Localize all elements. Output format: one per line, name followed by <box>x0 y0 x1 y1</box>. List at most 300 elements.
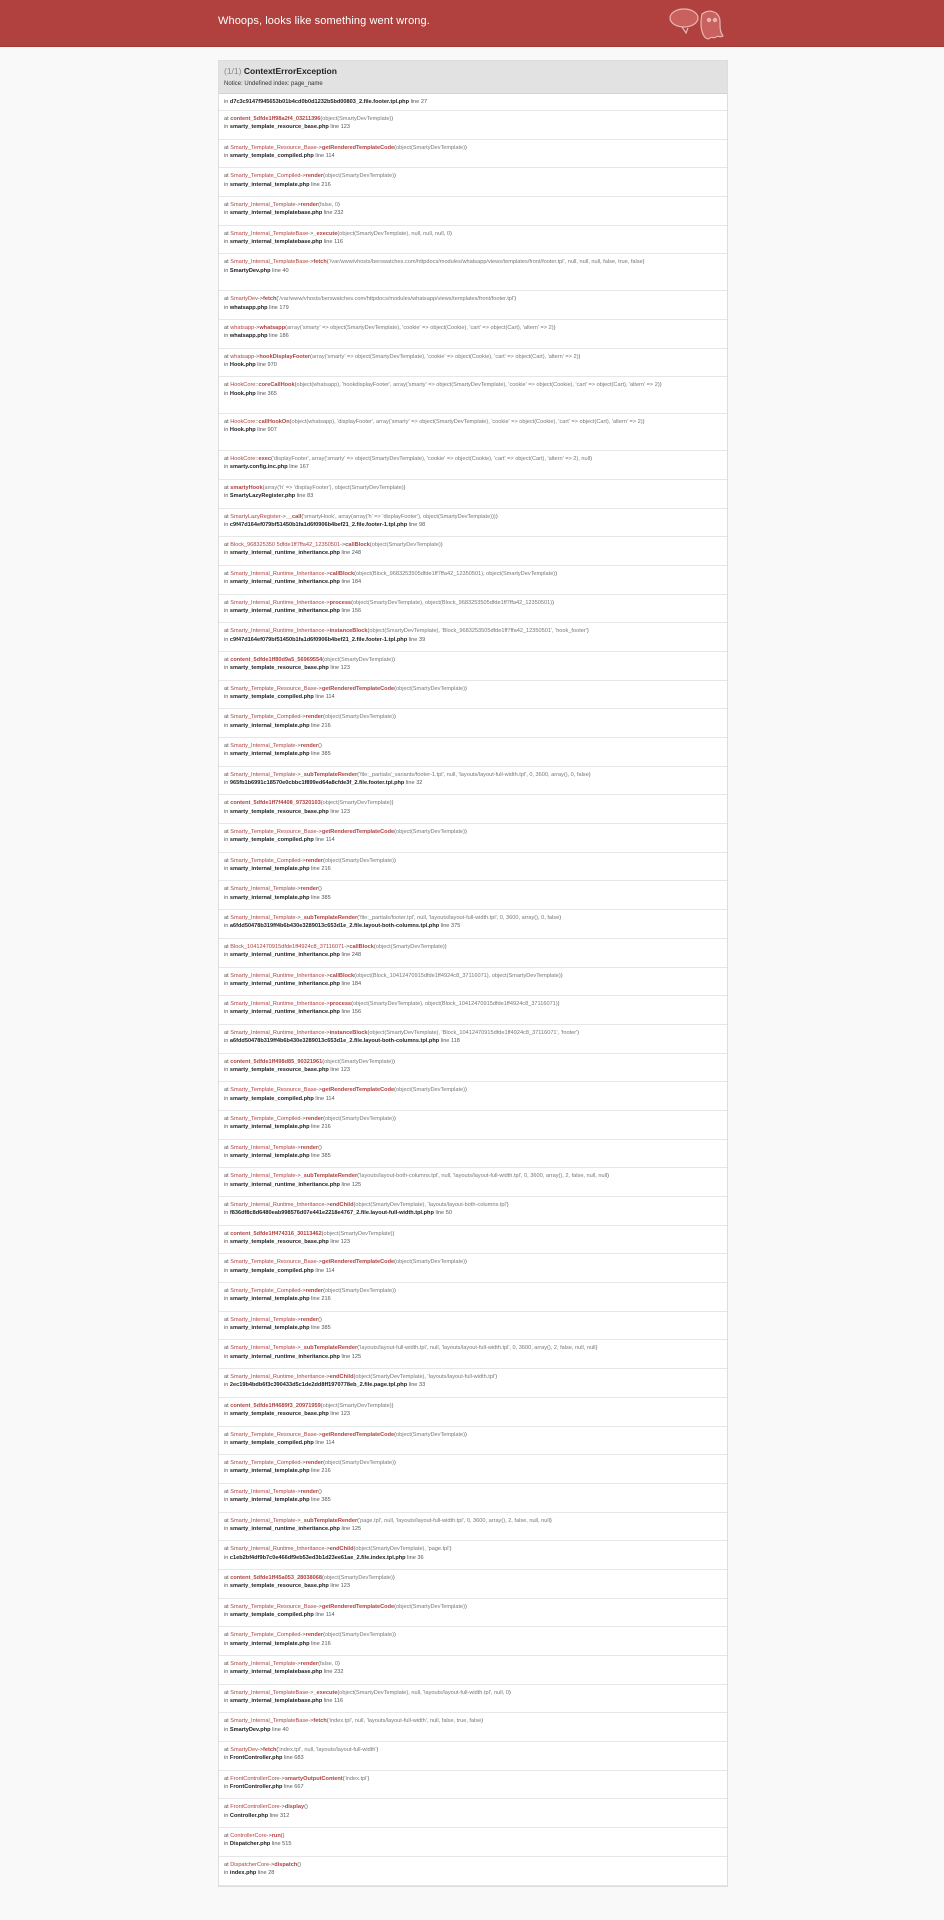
stack-frame[interactable] <box>219 652 727 681</box>
in-label: in <box>224 1784 230 1790</box>
frame-file: smarty_internal_runtime_inheritance.php <box>229 550 340 557</box>
in-label: in <box>224 181 230 188</box>
in-label: in <box>224 1124 230 1131</box>
open-paren: ( <box>337 1689 340 1696</box>
open-paren: ( <box>357 1517 360 1524</box>
stack-frame[interactable] <box>219 1312 727 1341</box>
stack-frame[interactable] <box>219 1369 727 1398</box>
in-label: in <box>224 1009 230 1016</box>
frame-line-number: 248 <box>351 952 362 959</box>
frame-operator: -> <box>300 1288 306 1295</box>
frame-file: smarty_internal_template.php <box>229 181 310 188</box>
frame-args: 'layouts/layout-both-columns.tpl', null, 'layouts/layout-full-width.tpl', 0, 3600, array(), 2, false, null, null <box>359 1173 608 1180</box>
line-label: line <box>270 1841 283 1848</box>
at-label: at <box>224 800 231 807</box>
open-paren: ( <box>323 1632 325 1639</box>
frame-class: Smarty_Internal_Template <box>230 202 296 209</box>
stack-frame[interactable] <box>219 1025 727 1054</box>
frame-location <box>224 951 722 959</box>
frame-location <box>224 267 722 275</box>
at-label: at <box>224 1488 231 1495</box>
open-paren: ( <box>318 743 320 750</box>
frame-class: Smarty_Internal_Runtime_Inheritance <box>230 1374 325 1381</box>
in-label: in <box>224 866 230 872</box>
open-paren: ( <box>367 1029 370 1036</box>
line-label: line <box>339 579 352 586</box>
stack-frame[interactable] <box>219 1111 727 1140</box>
frame-operator: -> <box>295 1517 301 1524</box>
frame-function: _execute <box>313 230 338 237</box>
frame-call <box>224 354 580 360</box>
frame-line-number: 907 <box>267 427 277 434</box>
stack-frame[interactable] <box>219 910 727 939</box>
stack-frame[interactable] <box>219 996 727 1025</box>
stack-frame[interactable] <box>219 1570 727 1599</box>
frame-class: Smarty_Internal_Template <box>230 886 296 893</box>
at-label: at <box>224 173 231 180</box>
close-paren: ) <box>338 1661 340 1668</box>
stack-frame[interactable] <box>219 1283 727 1312</box>
line-label: line <box>313 693 326 700</box>
frame-function: endChild <box>329 1374 354 1381</box>
at-label: at <box>224 857 231 864</box>
close-paren: ) <box>376 1747 379 1754</box>
stack-frame[interactable] <box>219 1054 727 1083</box>
stack-frame[interactable] <box>219 1771 727 1800</box>
frame-line-number: 232 <box>334 210 344 217</box>
frame-class: Smarty_Template_Compiled <box>230 173 301 180</box>
frame-call <box>224 382 662 388</box>
at-label: at <box>224 1202 231 1209</box>
stack-frame[interactable] <box>219 168 727 197</box>
frame-args: false, 0 <box>319 1661 339 1668</box>
stack-frame[interactable] <box>219 1484 727 1513</box>
line-label: line <box>328 1411 341 1418</box>
frame-call <box>224 1546 451 1552</box>
frame-operator: -> <box>254 353 260 360</box>
exception-count: (1/1) <box>224 66 242 76</box>
line-label: line <box>439 923 451 930</box>
stack-frame[interactable] <box>219 254 727 291</box>
frame-args: 'displayFooter', array('smarty' => object(SmartyDevTemplate), 'cookie' => object(Cookie), 'cart' => object(Cart), 'altern' => 2), null <box>272 456 591 463</box>
frame-location <box>224 1238 722 1246</box>
close-paren: ) <box>506 1202 509 1209</box>
frame-location <box>224 1783 722 1791</box>
frame-call <box>224 743 322 749</box>
open-paren: ( <box>318 886 320 893</box>
close-paren: ) <box>393 173 396 180</box>
frame-location <box>224 750 722 758</box>
frame-file: Hook.php <box>229 427 256 434</box>
frame-class: DispatcherCore <box>230 1861 270 1868</box>
frame-args: object(SmartyDevTemplate) <box>324 1115 394 1122</box>
in-label: in <box>224 1095 230 1102</box>
close-paren: ) <box>393 714 396 721</box>
frame-location <box>224 1525 722 1533</box>
open-paren: ( <box>320 116 323 122</box>
frame-location <box>224 1697 722 1705</box>
frame-call <box>224 1345 597 1351</box>
stack-frame[interactable] <box>219 111 727 140</box>
frame-line-number: 123 <box>340 1066 350 1073</box>
at-label: at <box>224 972 231 979</box>
stack-frame[interactable] <box>219 1340 727 1369</box>
open-paren: ( <box>280 1833 283 1840</box>
frame-operator: -> <box>279 1804 285 1811</box>
in-label: in <box>224 808 230 815</box>
frame-function: _execute <box>313 1689 338 1696</box>
frame-file: smarty_template_resource_base.php <box>229 808 329 815</box>
close-paren: ) <box>403 484 406 491</box>
at-label: at <box>224 1718 231 1725</box>
in-label: in <box>224 238 230 245</box>
stack-frame[interactable] <box>219 1168 727 1197</box>
close-paren: ) <box>514 296 517 303</box>
frame-function: instanceBlock <box>329 628 368 635</box>
frame-call <box>224 628 589 634</box>
open-paren: ( <box>304 1804 306 1811</box>
stack-frame[interactable] <box>219 1197 727 1226</box>
stack-frame[interactable] <box>219 537 727 566</box>
stack-frame[interactable] <box>219 197 727 226</box>
frame-file: smarty_template_compiled.php <box>229 837 314 844</box>
close-paren: ) <box>642 419 645 426</box>
in-label: in <box>224 1238 230 1245</box>
frame-class: Smarty_Internal_Runtime_Inheritance <box>230 1546 325 1553</box>
close-paren: ) <box>282 1833 285 1840</box>
stack-frame[interactable] <box>219 349 727 378</box>
frame-line-number: 114 <box>325 1439 335 1446</box>
frame-location <box>224 636 722 644</box>
frame-file: Controller.php <box>229 1812 269 1819</box>
frame-call <box>224 829 467 835</box>
stack-frame[interactable] <box>219 1857 727 1886</box>
frame-call <box>224 1173 609 1179</box>
frame-operator: -> <box>324 628 330 635</box>
frame-file: smarty_internal_templatebase.php <box>229 238 323 245</box>
frame-line-number: 385 <box>321 894 331 901</box>
line-label: line <box>313 1095 326 1102</box>
stack-frame[interactable] <box>219 1742 727 1771</box>
frame-class: Smarty_Template_Compiled <box>230 1115 301 1122</box>
frame-file: smarty_internal_templatebase.php <box>229 1669 323 1676</box>
frame-line-number: 216 <box>321 1640 331 1647</box>
open-paren: ( <box>353 1374 356 1381</box>
frame-operator: -> <box>257 296 264 303</box>
frame-line-number: 123 <box>340 1238 350 1245</box>
open-paren: ( <box>354 570 357 577</box>
stack-frame[interactable] <box>219 1082 727 1111</box>
line-label: line <box>328 1066 341 1073</box>
close-paren: ) <box>555 570 558 577</box>
frame-class: Smarty_Internal_Runtime_Inheritance <box>230 1001 325 1008</box>
frame-args: object(SmartyDevTemplate) <box>324 656 394 663</box>
stack-frame[interactable] <box>219 1254 727 1283</box>
stack-frame[interactable] <box>219 1427 727 1456</box>
line-label: line <box>339 1181 352 1188</box>
in-label: in <box>224 361 230 368</box>
frame-function: getRenderedTemplateCode <box>321 829 395 836</box>
trace-line-number: 27 <box>420 99 428 105</box>
frame-operator: -> <box>295 771 301 778</box>
frame-args: object(SmartyDevTemplate) <box>324 857 394 864</box>
open-paren: ( <box>394 1087 397 1094</box>
frame-function: endChild <box>329 1546 354 1553</box>
frame-class: Smarty_Internal_Template <box>230 1144 296 1151</box>
frame-line-number: 125 <box>351 1353 362 1360</box>
at-label: at <box>224 1804 231 1811</box>
frame-location <box>224 1008 722 1016</box>
frame-class: SmartyDev <box>230 1747 258 1754</box>
frame-class: Smarty_Template_Compiled <box>230 714 301 721</box>
in-label: in <box>224 210 230 217</box>
frame-call <box>224 325 555 331</box>
frame-operator: -> <box>316 829 322 836</box>
frame-line-number: 385 <box>321 751 331 758</box>
frame-function: getRenderedTemplateCode <box>321 144 395 151</box>
frame-file: smarty_template_compiled.php <box>229 152 314 159</box>
frame-class: Smarty_Template_Resource_Base <box>230 1087 317 1094</box>
line-label: line <box>309 181 322 188</box>
open-paren: ( <box>323 1288 325 1295</box>
stack-frame[interactable] <box>219 853 727 882</box>
stack-frame[interactable] <box>219 1398 727 1427</box>
in-label: in <box>224 333 230 340</box>
frame-line-number: 83 <box>307 493 314 500</box>
frame-args: object(SmartyDevTemplate) <box>396 1087 466 1094</box>
in-label: in <box>224 1611 230 1618</box>
frame-location <box>224 1582 722 1590</box>
frame-operator: -> <box>324 1374 330 1381</box>
stack-frame[interactable] <box>219 1685 727 1714</box>
stack-frame[interactable] <box>219 320 727 349</box>
stack-frame[interactable] <box>219 414 727 451</box>
frame-call <box>224 886 322 892</box>
stack-frame[interactable] <box>219 738 727 767</box>
open-paren: ( <box>394 829 397 836</box>
line-label: line <box>407 636 419 643</box>
frame-function: coreCallHook <box>258 382 295 389</box>
frame-line-number: 184 <box>351 579 362 586</box>
close-paren: ) <box>559 915 562 922</box>
line-label: line <box>313 1611 326 1618</box>
open-paren: ( <box>373 943 376 950</box>
frame-function: render <box>300 1488 319 1495</box>
open-paren: ( <box>342 1775 345 1782</box>
frame-file: smarty_template_compiled.php <box>229 1439 314 1446</box>
close-paren: ) <box>481 1718 484 1725</box>
at-label: at <box>224 714 231 721</box>
frame-location <box>224 1726 722 1734</box>
frame-args: object(SmartyDevTemplate), 'page.tpl' <box>355 1546 450 1553</box>
open-paren: ( <box>326 259 329 266</box>
stack-frame[interactable] <box>219 824 727 853</box>
frame-line-number: 667 <box>294 1784 304 1790</box>
frame-file: smarty_internal_runtime_inheritance.php <box>229 1181 340 1188</box>
stack-frame[interactable] <box>219 140 727 169</box>
frame-operator: -> <box>254 325 260 332</box>
stack-frame[interactable] <box>219 709 727 738</box>
line-label: line <box>313 1267 326 1274</box>
stack-frame[interactable] <box>219 1140 727 1169</box>
in-label: in <box>224 1841 230 1848</box>
close-paren: ) <box>553 325 556 332</box>
frame-function: hookDisplayFooter <box>259 353 310 360</box>
stack-frame[interactable] <box>219 881 727 910</box>
line-label: line <box>282 1755 295 1762</box>
frame-call <box>224 1059 395 1065</box>
open-paren: ( <box>318 202 320 209</box>
close-paren: ) <box>393 1632 396 1639</box>
frame-operator: :: <box>255 456 259 463</box>
stack-frame[interactable] <box>219 1627 727 1656</box>
frame-operator: -> <box>316 1259 322 1266</box>
line-label: line <box>309 722 322 729</box>
frame-call <box>224 1288 396 1294</box>
frame-location <box>224 1209 722 1217</box>
at-label: at <box>224 1689 231 1696</box>
stack-frame[interactable] <box>219 480 727 509</box>
frame-function: __call <box>285 513 302 520</box>
frame-file: FrontController.php <box>229 1784 283 1790</box>
at-label: at <box>224 943 231 950</box>
frame-file: smarty_internal_runtime_inheritance.php <box>229 1353 340 1360</box>
stack-frame[interactable] <box>219 226 727 255</box>
frame-line-number: 33 <box>418 1382 426 1389</box>
stack-frame[interactable] <box>219 1656 727 1685</box>
frame-operator: -> <box>295 1173 301 1180</box>
frame-file: smarty_template_resource_base.php <box>229 1411 329 1418</box>
frame-location <box>224 865 722 873</box>
in-label: in <box>224 427 230 434</box>
line-label: line <box>405 1554 418 1561</box>
in-label: in <box>224 952 230 959</box>
stack-frame[interactable] <box>219 566 727 595</box>
frame-file: SmartyDev.php <box>229 1726 271 1733</box>
frame-function: render <box>300 202 319 209</box>
frame-args: object(SmartyDevTemplate) <box>323 1574 393 1581</box>
frame-operator: -> <box>316 1087 322 1094</box>
frame-operator: -> <box>279 1775 285 1782</box>
frame-call <box>224 686 467 692</box>
frame-location <box>224 1754 722 1762</box>
at-label: at <box>224 1058 231 1065</box>
at-label: at <box>224 1833 231 1840</box>
stack-frame[interactable] <box>219 767 727 796</box>
frame-class: whatsapp <box>230 353 255 360</box>
frame-args: 'page.tpl', null, 'layouts/layout-full-width.tpl', 0, 3600, array(), 2, false, null, null <box>359 1517 550 1524</box>
frame-operator: -> <box>295 915 301 922</box>
stack-frame[interactable] <box>219 795 727 824</box>
frame-file: smarty_template_resource_base.php <box>229 1066 329 1073</box>
stack-frame[interactable] <box>219 1541 727 1570</box>
close-paren: ) <box>495 1374 498 1381</box>
stack-frame[interactable] <box>219 968 727 997</box>
frame-call <box>224 542 443 548</box>
close-paren: ) <box>560 972 563 979</box>
stack-frame[interactable] <box>219 939 727 968</box>
frame-function: whatsapp <box>259 325 286 332</box>
in-label: in <box>224 493 230 500</box>
trace-file: d7c3c9147f945653b01b4cd0b0d1232b5bd00803_2.file.footer.tpl.php <box>229 99 410 105</box>
frame-line-number: 167 <box>299 464 309 471</box>
frame-call <box>224 1489 322 1495</box>
frame-line-number: 156 <box>351 1009 362 1016</box>
frame-args: 'layouts/layout-full-width.tpl', null, 'layouts/layout-full-width.tpl', 0, 3600, array(), 2, false, null, null <box>359 1345 596 1352</box>
stack-frame[interactable] <box>219 377 727 414</box>
frame-line-number: 216 <box>321 181 331 188</box>
stack-frame[interactable] <box>219 1226 727 1255</box>
frame-location <box>224 209 722 217</box>
close-paren: ) <box>659 382 662 389</box>
frame-call <box>224 800 393 806</box>
frame-class: Smarty_Internal_Runtime_Inheritance <box>230 599 325 606</box>
frame-args: 'index.tpl', null, 'layouts/layout-full-width', null, false, true, false <box>328 1718 482 1725</box>
frame-function: smartyOutputContent <box>284 1775 343 1782</box>
frame-location <box>224 1496 722 1504</box>
frame-function: callBlock <box>329 972 355 979</box>
stack-frame[interactable] <box>219 1455 727 1484</box>
stack-frame[interactable] <box>219 291 727 320</box>
exception-title <box>224 61 722 77</box>
frame-args: object(Block_9683253505dfde1ff7ffa42_12350501), object(SmartyDevTemplate) <box>356 570 556 577</box>
frame-line-number: 216 <box>321 722 331 729</box>
frame-operator: -> <box>316 1431 322 1438</box>
open-paren: ( <box>262 484 265 491</box>
in-label: in <box>224 1812 230 1819</box>
in-label: in <box>224 1353 230 1360</box>
frame-file: smarty_template_compiled.php <box>229 1611 314 1618</box>
frame-class: Block_968325350 5dfde1ff7ffa42_12350501 <box>230 542 341 549</box>
stack-frame[interactable] <box>219 1799 727 1828</box>
stack-frame[interactable] <box>219 1513 727 1542</box>
at-label: at <box>224 1259 231 1266</box>
frame-file: smarty_internal_template.php <box>229 1640 310 1647</box>
frame-file: FrontController.php <box>229 1755 283 1762</box>
frame-class: Smarty_Internal_Template <box>230 1345 296 1352</box>
at-label: at <box>224 1374 231 1381</box>
frame-call <box>224 1632 396 1638</box>
frame-file: f836df8c8d6480eab998576d07e441e2218e4767_2.file.layout-full-width.tpl.php <box>229 1210 434 1217</box>
frame-file: smarty_internal_template.php <box>229 866 310 872</box>
stack-frame[interactable] <box>219 1713 727 1742</box>
frame-args: array('h' => 'displayFooter'), object(SmartyDevTemplate) <box>264 484 404 491</box>
open-paren: ( <box>321 1574 324 1581</box>
frame-operator: -> <box>308 1689 314 1696</box>
close-paren: ) <box>393 656 396 663</box>
line-label: line <box>282 1784 295 1790</box>
frame-file: c9f47d164ef079bf51450b1fa1d6f0906b4bef21_2.file.footer-1.tpl.php <box>229 521 408 528</box>
frame-file: 965fb1b6991c18570e0cbbc1f899ed64a8cfde3f_2.file.footer.tpl.php <box>229 779 405 786</box>
frame-location <box>224 980 722 988</box>
frame-call <box>224 514 498 520</box>
stack-frame[interactable] <box>219 623 727 652</box>
stack-frame[interactable] <box>219 1599 727 1628</box>
close-paren: ) <box>319 743 322 750</box>
frame-line-number: 116 <box>334 238 344 245</box>
close-paren: ) <box>444 943 447 950</box>
stack-frame[interactable] <box>219 1828 727 1857</box>
frame-function: getRenderedTemplateCode <box>321 685 395 692</box>
frame-args: 'index.tpl', null, 'layouts/layout-full-width' <box>278 1747 377 1754</box>
frame-function: fetch <box>313 259 327 266</box>
stack-frame[interactable] <box>219 509 727 538</box>
stack-frame[interactable] <box>219 451 727 480</box>
stack-frame[interactable] <box>219 681 727 710</box>
stack-frame[interactable] <box>219 595 727 624</box>
frame-args: 'smartyHook', array(array('h' => 'displayFooter'), object(SmartyDevTemplate))) <box>303 513 496 520</box>
close-paren: ) <box>391 1402 394 1409</box>
